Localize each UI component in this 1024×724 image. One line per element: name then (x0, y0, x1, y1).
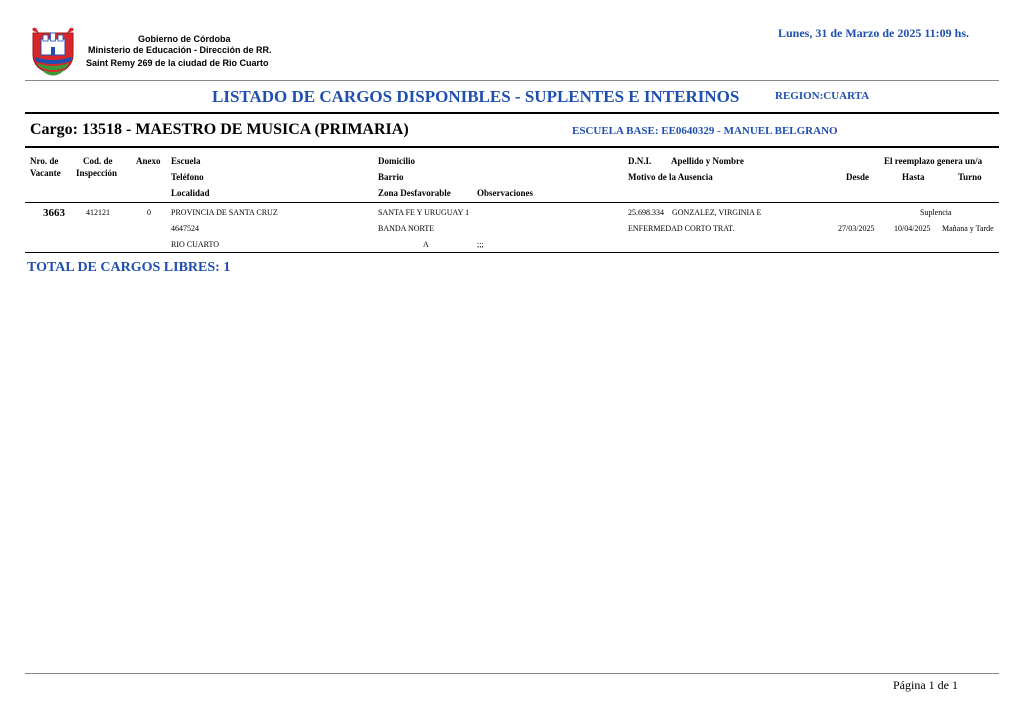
org-ministry: Ministerio de Educación - Dirección de RR. (88, 45, 272, 55)
col-telefono: Teléfono (171, 172, 204, 182)
col-motivo-ausencia: Motivo de la Ausencia (628, 172, 713, 182)
zona-value: A (423, 240, 429, 249)
col-domicilio: Domicilio (378, 156, 415, 166)
col-localidad: Localidad (171, 188, 210, 198)
col-apellido-nombre: Apellido y Nombre (671, 156, 744, 166)
motivo-value: ENFERMEDAD CORTO TRAT. (628, 224, 735, 233)
col-barrio: Barrio (378, 172, 404, 182)
col-anexo: Anexo (136, 156, 161, 166)
region-label: REGION:CUARTA (775, 90, 870, 102)
anexo-value: 0 (147, 208, 151, 217)
col-observaciones: Observaciones (477, 188, 533, 198)
report-title: LISTADO DE CARGOS DISPONIBLES - SUPLENTES E INTERINOS (212, 87, 740, 106)
vacante-number: 3663 (43, 207, 65, 219)
report-datetime: Lunes, 31 de Marzo de 2025 11:09 hs. (778, 26, 970, 40)
col-escuela: Escuela (171, 156, 201, 166)
domicilio-value: SANTA FE Y URUGUAY 1 (378, 208, 470, 217)
col-desde: Desde (846, 172, 869, 182)
cod-inspeccion-value: 412121 (86, 208, 110, 217)
col-zona-desfavorable: Zona Desfavorable (378, 188, 451, 198)
col-turno: Turno (958, 172, 982, 182)
org-address: Saint Remy 269 de la ciudad de Rio Cuarto (86, 58, 269, 68)
col-nro-vacante-1: Nro. de (30, 156, 59, 166)
localidad-value: RIO CUARTO (171, 240, 220, 249)
col-nro-vacante-2: Vacante (30, 168, 61, 178)
col-dni: D.N.I. (628, 156, 652, 166)
total-cargos-libres: TOTAL DE CARGOS LIBRES: 1 (27, 260, 231, 275)
desde-value: 27/03/2025 (838, 224, 875, 233)
cargo-divider (25, 146, 999, 148)
barrio-value: BANDA NORTE (378, 224, 435, 233)
observaciones-value: ;;; (477, 240, 484, 249)
col-cod-inspeccion-2: Inspección (76, 168, 118, 178)
page-number: Página 1 de 1 (893, 678, 958, 692)
escuela-base: ESCUELA BASE: EE0640329 - MANUEL BELGRANO (572, 125, 838, 137)
cordoba-coat-of-arms-icon (27, 25, 79, 79)
row-divider (25, 252, 999, 253)
apellido-nombre-value: GONZALEZ, VIRGINIA E (672, 208, 762, 217)
title-divider (25, 112, 999, 114)
org-name: Gobierno de Córdoba (138, 34, 231, 44)
telefono-value: 4647524 (171, 224, 199, 233)
hasta-value: 10/04/2025 (894, 224, 931, 233)
col-cod-inspeccion-1: Cod. de (83, 156, 113, 166)
escuela-value: PROVINCIA DE SANTA CRUZ (171, 208, 278, 217)
footer-divider (25, 673, 999, 674)
top-divider (25, 80, 999, 81)
col-hasta: Hasta (902, 172, 925, 182)
turno-value: Mañana y Tarde (942, 224, 994, 233)
header-divider (25, 202, 999, 203)
col-reemplazo: El reemplazo genera un/a (884, 156, 983, 166)
dni-value: 25.698.334 (628, 208, 664, 217)
cargo-heading: Cargo: 13518 - MAESTRO DE MUSICA (PRIMARIA) (30, 121, 409, 138)
reemplazo-value: Suplencia (920, 208, 952, 217)
